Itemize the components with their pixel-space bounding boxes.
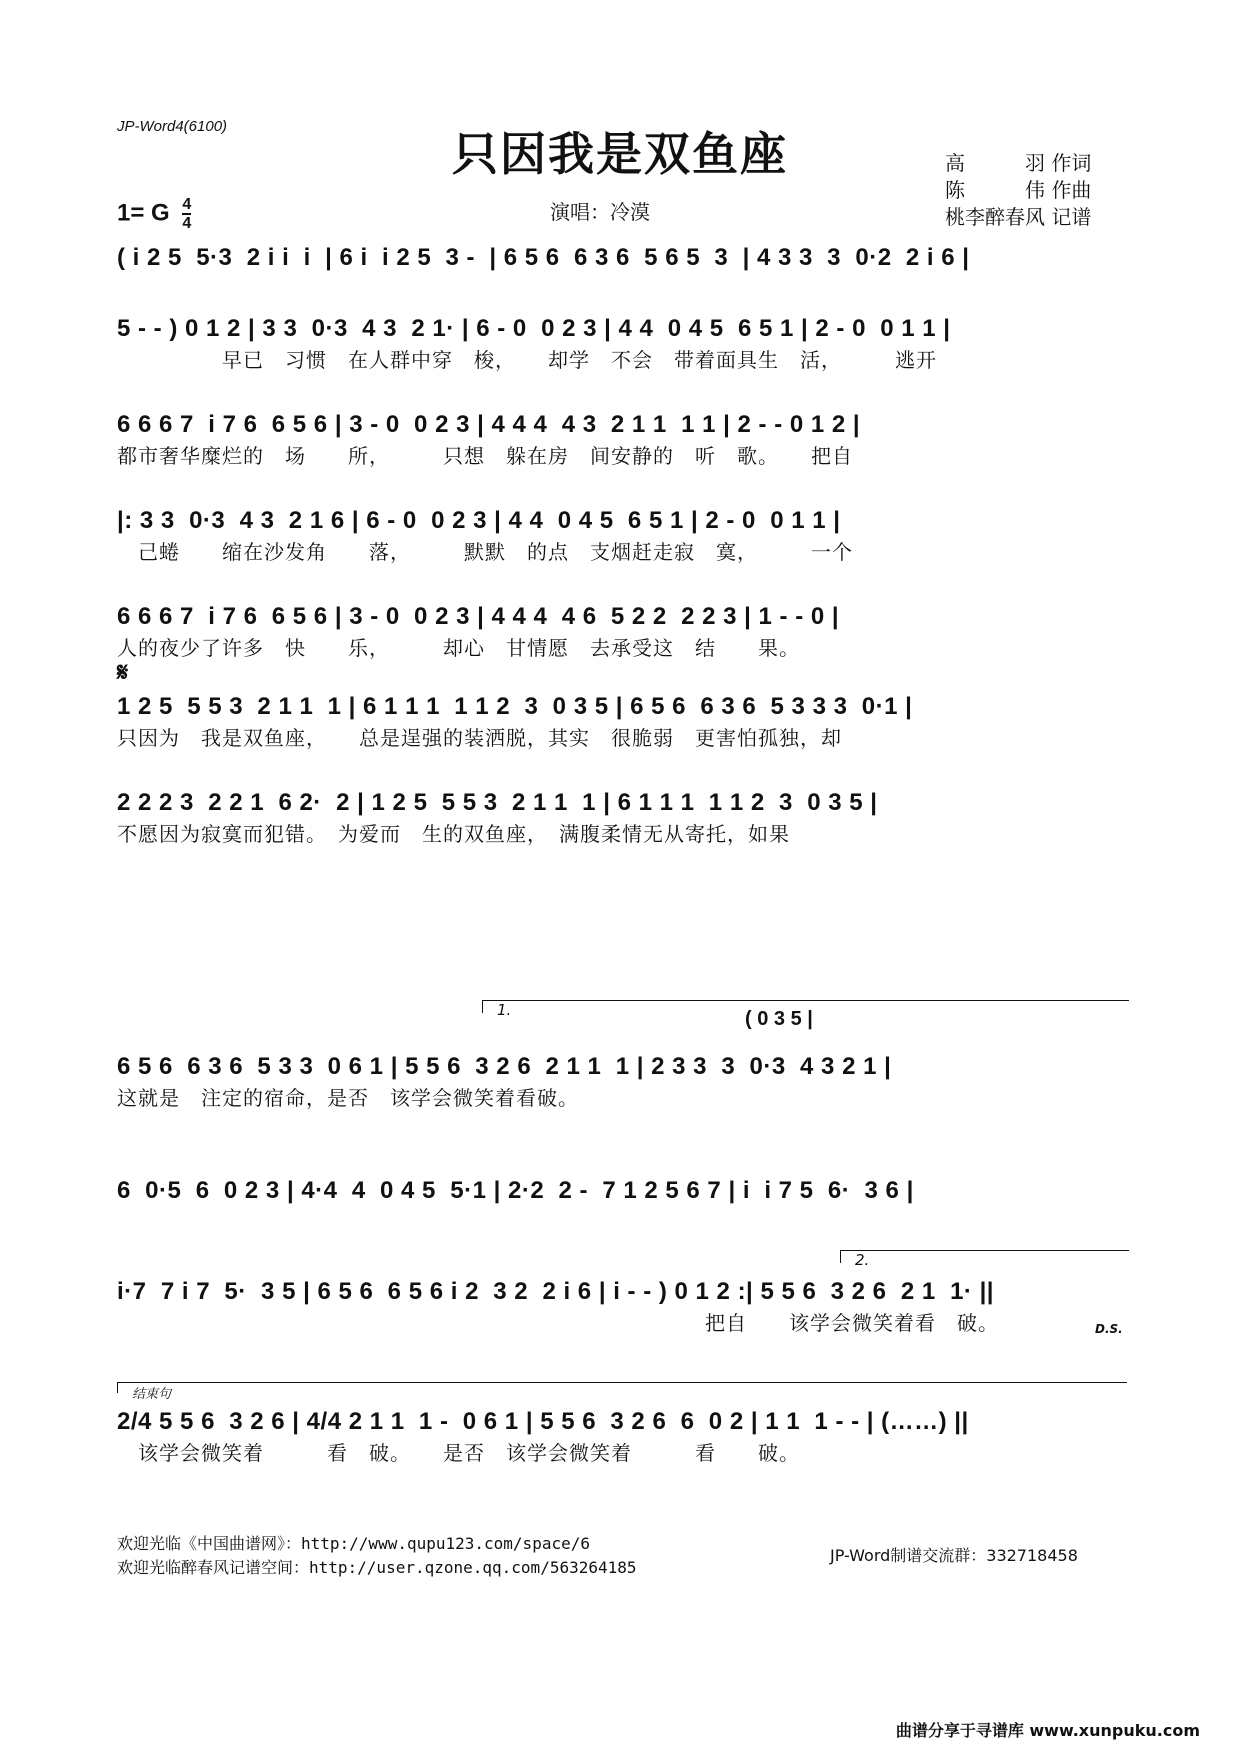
meter-bottom: 4 [182, 215, 192, 232]
lyrics-line-7: 不愿因为寂寞而犯错。 为爱而 生的双鱼座， 满腹柔情无从寄托，如果 [117, 822, 790, 846]
interlude-pickup: ( 0 3 5 | [745, 1008, 813, 1030]
notes-line-4: |: 3 3 0·3 4 3 2 1 6 | 6 - 0 0 2 3 | 4 4 0 4 5 6 5 1 | 2 - 0 0 1 1 | [117, 507, 841, 534]
lyrics-line-8: 这就是 注定的宿命，是否 该学会微笑着看破。 [117, 1086, 579, 1110]
volta-2-label: 2. [855, 1251, 870, 1269]
score-line-11 [117, 1405, 1117, 1467]
lyricist-credit: 高 羽 作词 [945, 151, 1092, 175]
lyrics-line-6: 只因为 我是双鱼座， 总是逞强的装洒脱，其实 很脆弱 更害怕孤独，却 [117, 726, 842, 750]
key-label: 1= G [117, 199, 170, 227]
score-line-6 [117, 690, 1117, 752]
footer-link-qzone[interactable]: 欢迎光临醉春风记谱空间：http://user.qzone.qq.com/563264185 [117, 1558, 637, 1577]
score-line-2 [117, 312, 1117, 374]
notes-line-9: 6 0·5 6 0 2 3 | 4·4 4 0 4 5 5·1 | 2·2 2 - 7 1 2 5 6 7 | i i 7 5 6· 3 6 | [117, 1177, 914, 1204]
key-signature [117, 196, 191, 232]
notes-line-6: 1 2 5 5 5 3 2 1 1 1 | 6 1 1 1 1 1 2 3 0 3 5 | 6 5 6 6 3 6 5 3 3 3 0·1 | [117, 693, 913, 720]
notes-line-7: 2 2 2 3 2 2 1 6 2· 2 | 1 2 5 5 5 3 2 1 1 1 | 6 1 1 1 1 1 2 3 0 3 5 | [117, 789, 878, 816]
score-line-8 [117, 1050, 1117, 1112]
software-label: JP-Word4(6100) [117, 118, 228, 135]
transcriber-credit: 桃李醉春风 记谱 [945, 205, 1092, 229]
ds-marker: D.S. [1095, 1322, 1123, 1336]
ending-bracket [117, 1382, 1127, 1402]
lyrics-line-11: 该学会微笑着 看 破。 是否 该学会微笑着 看 破。 [117, 1441, 800, 1465]
notes-line-11: 2/4 5 5 6 3 2 6 | 4/4 2 1 1 1 - 0 6 1 | 5 5 6 3 2 6 6 0 2 | 1 1 1 - - | (……) || [117, 1408, 969, 1435]
lyrics-line-10: 把自 该学会微笑着看 破。 [117, 1311, 999, 1335]
score-line-5 [117, 600, 1117, 662]
score-line-1 [117, 241, 1117, 275]
volta-2-bracket [840, 1250, 1129, 1269]
score-line-9 [117, 1174, 1117, 1208]
ending-label: 结束句 [132, 1387, 172, 1402]
score-line-7 [117, 786, 1117, 848]
score-line-4 [117, 504, 1117, 566]
notes-line-1: ( i 2 5 5·3 2 i i i | 6 i i 2 5 3 - | 6 5 6 6 3 6 5 6 5 3 | 4 3 3 3 0·2 2 i 6 | [117, 244, 970, 271]
credits-block [945, 150, 1091, 231]
notes-line-3: 6 6 6 7 i 7 6 6 5 6 | 3 - 0 0 2 3 | 4 4 4 4 3 2 1 1 1 1 | 2 - - 0 1 2 | [117, 411, 861, 438]
lyrics-line-2: 早已 习惯 在人群中穿 梭， 却学 不会 带着面具生 活， 逃开 [117, 348, 937, 372]
notes-line-8: 6 5 6 6 3 6 5 3 3 0 6 1 | 5 5 6 3 2 6 2 1 1 1 | 2 3 3 3 0·3 4 3 2 1 | [117, 1053, 892, 1080]
footer-link-qupu[interactable]: 欢迎光临《中国曲谱网》：http://www.qupu123.com/space/6 [117, 1534, 590, 1553]
footer-links [117, 1532, 637, 1580]
singer-credit: 演唱：冷漠 [550, 200, 650, 224]
lyrics-line-4: 己蜷 缩在沙发角 落， 默默 的点 支烟赶走寂 寞， 一个 [117, 540, 853, 564]
notes-line-2: 5 - - ) 0 1 2 | 3 3 0·3 4 3 2 1· | 6 - 0 0 2 3 | 4 4 0 4 5 6 5 1 | 2 - 0 0 1 1 | [117, 315, 951, 342]
segno-sign: 𝄋 [117, 658, 129, 688]
time-signature [182, 196, 191, 232]
song-title: 只因我是双鱼座 [452, 127, 788, 181]
score-line-10 [117, 1275, 1117, 1337]
site-watermark: 曲谱分享于寻谱库 www.xunpuku.com [895, 1721, 1200, 1740]
footer-group: JP-Word制谱交流群：332718458 [830, 1546, 1078, 1565]
meter-top: 4 [182, 196, 192, 213]
volta-1-label: 1. [497, 1001, 512, 1019]
notes-line-10: i·7 7 i 7 5· 3 5 | 6 5 6 6 5 6 i 2 3 2 2 i 6 | i - - ) 0 1 2 :| 5 5 6 3 2 6 2 1 1· || [117, 1278, 995, 1305]
score-line-3 [117, 408, 1117, 470]
lyrics-line-5: 人的夜少了许多 快 乐， 却心 甘情愿 去承受这 结 果。 [117, 636, 800, 660]
lyrics-line-3: 都市奢华糜烂的 场 所， 只想 躲在房 间安静的 听 歌。 把自 [117, 444, 853, 468]
composer-credit: 陈 伟 作曲 [945, 178, 1092, 202]
notes-line-5: 6 6 6 7 i 7 6 6 5 6 | 3 - 0 0 2 3 | 4 4 4 4 6 5 2 2 2 2 3 | 1 - - 0 | [117, 603, 840, 630]
